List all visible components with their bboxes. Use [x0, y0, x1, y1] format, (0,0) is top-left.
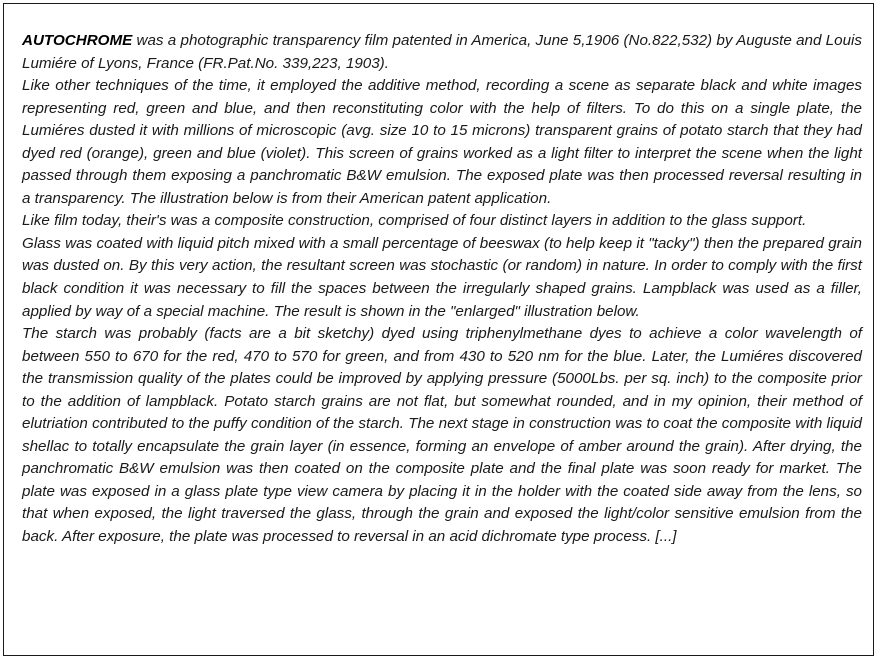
paragraph-intro-text: was a photographic transparency film patented in America, June 5,1906 (No.822,532) by Auguste and Louis Lumiére of Lyons, France (FR.Pat.No. 339,223, 1903). — [22, 32, 862, 72]
paragraph-composite-construction: Like film today, their's was a composite construction, comprised of four distinct layers in addition to the glass support. — [22, 212, 807, 230]
paragraph-starch-dyes: The starch was probably (facts are a bit sketchy) dyed using triphenylmethane dyes to achieve a color wavelength of between 550 to 670 for the red, 470 to 570 for green, and from 430 to 520 nm for the blue. Later, the Lumiéres discovered the transmission quality of the plates could be improved by applying pressure (5000Lbs. per sq. inch) to the composite prior to the addition of lampblack. Potato starch grains are not flat, but somewhat rounded, and in my opinion, their method of elutriation contributed to the puffy condition of the starch. The next stage in construction was to coat the composite with liquid shellac to totally encapsulate the grain layer (in essence, forming an envelope of amber around the grain). After drying, the panchromatic B&W emulsion was then coated on the composite plate and the final plate was soon ready for market. The plate was exposed in a glass plate type view camera by placing it in the holder with the coated side away from the lens, so that when exposed, the light traversed the glass, through the grain and exposed the light/color sensitive emulsion from the back. After exposure, the plate was processed to reversal in an acid dichromate type process. [...] — [22, 325, 862, 546]
term-autochrome: AUTOCHROME — [22, 32, 133, 49]
document-frame — [3, 3, 874, 656]
paragraph-glass-coating: Glass was coated with liquid pitch mixed with a small percentage of beeswax (to help keep it "tacky") then the prepared grain was dusted on. By this very action, the resultant screen was stochastic (or random) in nature. In order to comply with the first black condition it was necessary to fill the spaces between the irregularly shaped grains. Lampblack was used as a filler, applied by way of a special machine. The result is shown in the "enlarged" illustration below. — [22, 234, 862, 320]
paragraph-intro — [22, 30, 862, 75]
document-body — [22, 30, 862, 549]
paragraph-additive-method: Like other techniques of the time, it employed the additive method, recording a scene as separate black and white images representing red, green and blue, and then reconstituting color with the help of filters. To do this on a single plate, the Lumiéres dusted it with millions of microscopic (avg. size 10 to 15 microns) transparent grains of potato starch that they had dyed red (orange), green and blue (violet). This screen of grains worked as a light filter to interpret the scene when the light passed through them exposing a panchromatic B&W emulsion. The exposed plate was then processed reversal resulting in a transparency. The illustration below is from their American patent application. — [22, 77, 862, 207]
